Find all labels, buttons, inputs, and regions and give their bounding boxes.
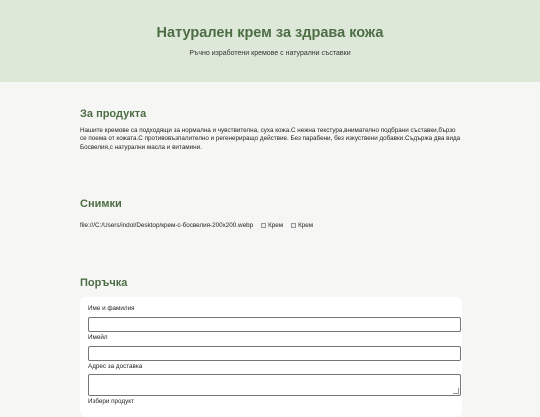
about-heading: За продукта <box>80 108 147 120</box>
name-label: Име и фамилия <box>88 305 135 312</box>
about-text: Нашите кремове са подходящи за нормална и чувствителна, суха кожа.С нежна текстура,внимателно подбрани съставки,бързо се поема от кожата.С противовъзпалително и регенериращо действие. Без парабени, без изкуствени добавки.Съдържа два вида Босвелия,с натурални масла и витамини. <box>80 127 461 151</box>
email-input[interactable] <box>88 346 461 361</box>
product-image-2-alt: Крем <box>298 222 314 229</box>
email-label: Имейл <box>88 334 108 341</box>
product-label: Избери продукт <box>88 398 134 405</box>
page-header <box>0 0 540 82</box>
photos-heading: Снимки <box>80 198 122 210</box>
page-subtitle: Ръчно изработени кремове с натурални съставки <box>189 50 351 57</box>
name-input[interactable] <box>88 317 461 332</box>
address-textarea[interactable] <box>88 374 461 396</box>
resize-handle-icon[interactable] <box>453 388 459 394</box>
photo-file-path: file:///C:/Users/indol/Desktop/крем-с-босвелия-200x200.webp <box>80 222 254 229</box>
order-form <box>80 297 462 417</box>
broken-image-icon <box>261 223 266 228</box>
order-heading: Поръчка <box>80 277 128 289</box>
broken-image-icon <box>291 223 296 228</box>
photos-gallery <box>80 222 462 229</box>
product-image-2 <box>291 222 313 229</box>
product-image-1-alt: Крем <box>268 222 284 229</box>
product-image-1 <box>261 222 283 229</box>
address-label: Адрес за доставка <box>88 363 143 370</box>
page-title: Натурален крем за здрава кожа <box>156 25 384 41</box>
